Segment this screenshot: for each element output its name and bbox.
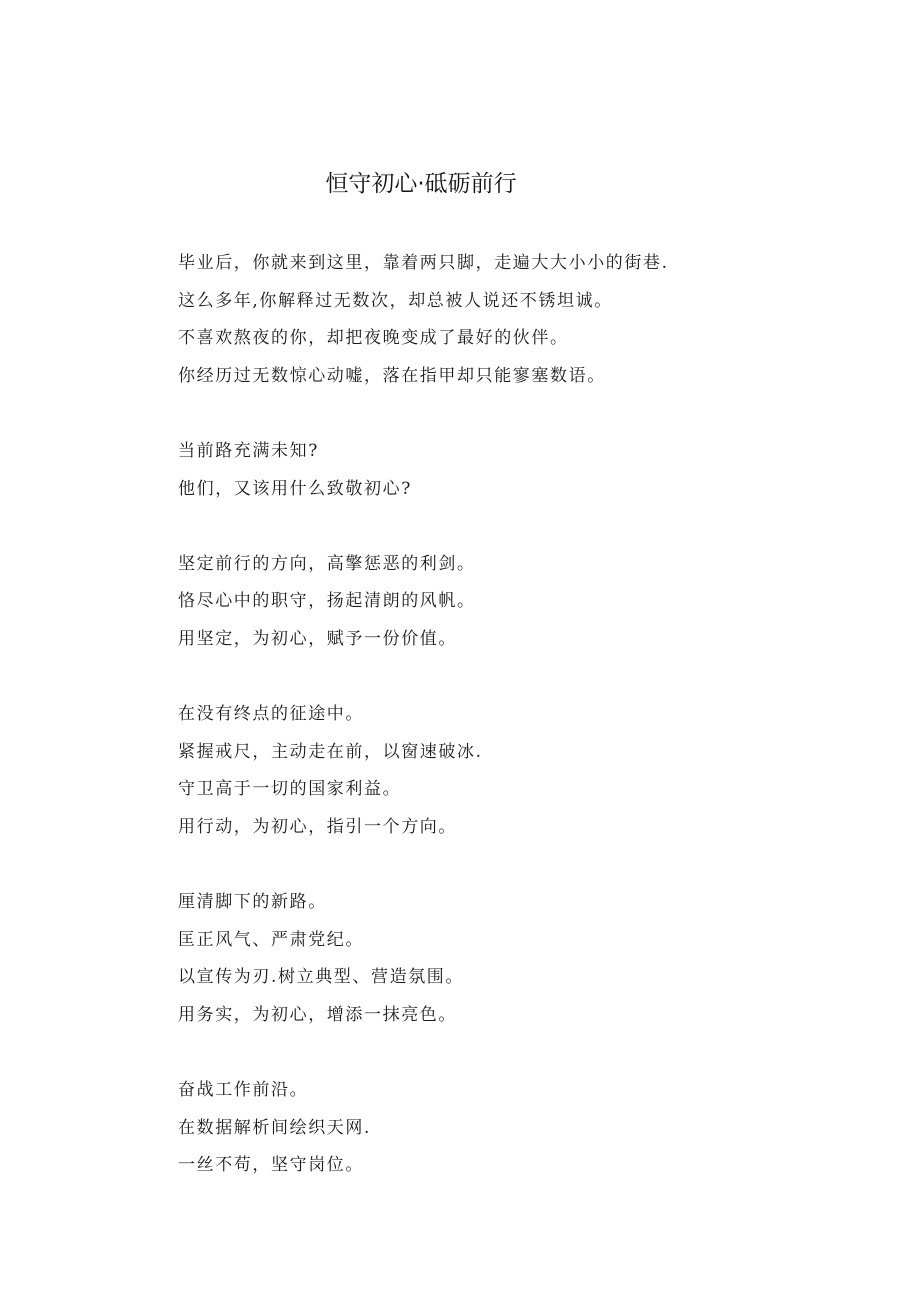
poem-line: 厘清脚下的新路。 <box>178 892 327 913</box>
poem-line: 一丝不苟，坚守岗位。 <box>178 1155 364 1176</box>
stanza-break <box>178 395 798 433</box>
stanza-1 <box>178 245 798 395</box>
poem-line: 用坚定，为初心，赋予一份价值。 <box>178 628 457 649</box>
poem-line: 他们，又该用什么致敬初心? <box>178 478 412 499</box>
stanza-break <box>178 659 798 697</box>
poem-line: 你经历过无数惊心动嘘，落在指甲却只能寥塞数语。 <box>178 365 606 386</box>
poem-line: 用行动，为初心，指引一个方向。 <box>178 816 457 837</box>
stanza-4 <box>178 696 798 846</box>
stanza-3 <box>178 546 798 659</box>
stanza-2 <box>178 433 798 508</box>
poem-line: 在数据解析间绘织天网. <box>178 1117 372 1138</box>
poem-line: 坚定前行的方向，高擎惩恶的利剑。 <box>178 553 476 574</box>
poem-line: 用务实，为初心，增添一抹亮色。 <box>178 1004 457 1025</box>
poem-line: 奋战工作前沿。 <box>178 1080 309 1101</box>
poem-line: 当前路充满未知? <box>178 440 319 461</box>
poem-line: 以宣传为刃.树立典型、营造氛围。 <box>178 967 465 988</box>
poem-line: 不喜欢熬夜的你，却把夜晚变成了最好的伙伴。 <box>178 328 569 349</box>
poem-line: 在没有终点的征途中。 <box>178 704 364 725</box>
stanza-5 <box>178 884 798 1034</box>
poem-line: 这么多年,你解释过无数次，却总被人说还不锈坦诚。 <box>178 290 613 311</box>
stanza-6 <box>178 1072 798 1185</box>
stanza-break <box>178 1034 798 1072</box>
poem-line: 毕业后，你就来到这里，靠着两只脚，走遍大大小小的街巷. <box>178 253 669 273</box>
poem-body <box>178 245 798 1185</box>
poem-line: 匡正风气、严肃党纪。 <box>178 929 364 950</box>
stanza-break <box>178 508 798 546</box>
stanza-break <box>178 847 798 885</box>
poem-line: 守卫高于一切的国家利益。 <box>178 779 402 800</box>
document-title: 恒守初心·砥砺前行 <box>325 171 517 197</box>
poem-line: 恪尽心中的职守，扬起清朗的风帆。 <box>178 591 476 612</box>
poem-line: 紧握戒尺，主动走在前，以窗速破冰. <box>178 741 483 762</box>
